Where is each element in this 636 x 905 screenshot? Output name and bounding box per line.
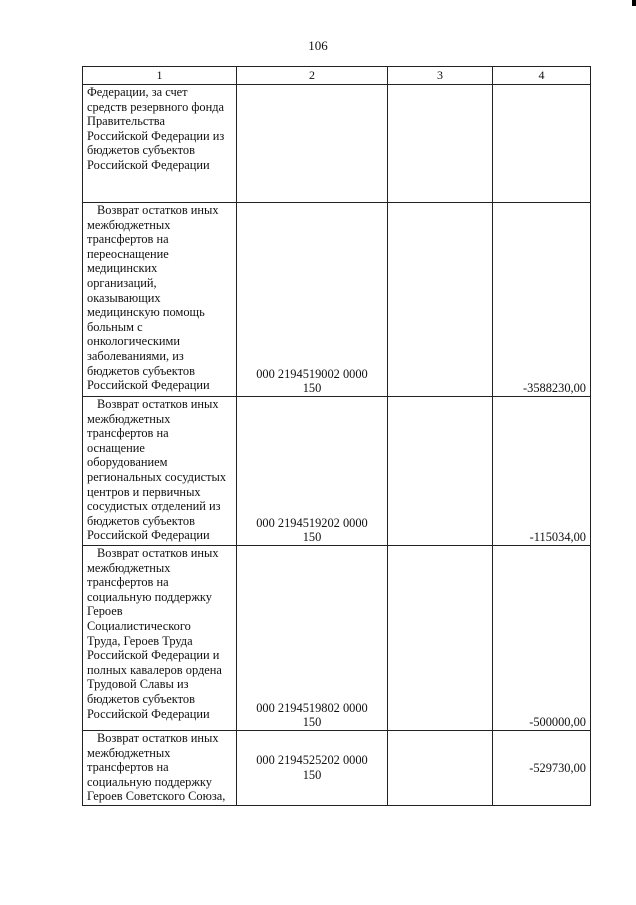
row-amount — [493, 85, 591, 203]
description-line: оснащение — [87, 440, 145, 455]
description-line: медицинских — [87, 261, 158, 276]
table-header-row — [83, 67, 591, 85]
column-header-2: 2 — [237, 67, 388, 85]
code-line: 150 — [302, 715, 322, 730]
row-code — [237, 203, 388, 397]
description-line: Социалистического — [87, 618, 191, 633]
description-line: межбюджетных — [87, 217, 171, 232]
scan-corner-mark — [632, 0, 636, 6]
description-line: оборудованием — [87, 455, 168, 470]
row-col3 — [388, 397, 493, 546]
description-line: центров и первичных — [87, 484, 201, 499]
row-description — [83, 397, 237, 546]
row-col3 — [388, 731, 493, 806]
description-line: Правительства — [87, 114, 165, 129]
description-line: организаций, — [87, 275, 157, 290]
description-line: Российской Федерации и — [87, 648, 220, 663]
table-row — [83, 546, 591, 731]
description-line: оказывающих — [87, 290, 161, 305]
code-line: 150 — [302, 381, 322, 396]
code-line: 000 2194519802 0000 — [256, 700, 368, 715]
description-line: полных кавалеров ордена — [87, 662, 222, 677]
row-col3 — [388, 203, 493, 397]
row-col3 — [388, 85, 493, 203]
row-description — [83, 731, 237, 806]
description-line: Российской Федерации — [87, 157, 210, 172]
column-header-3: 3 — [388, 67, 493, 85]
description-line: заболеваниями, из — [87, 348, 184, 363]
row-description — [83, 546, 237, 731]
description-line: региональных сосудистых — [87, 469, 227, 484]
row-code — [237, 85, 388, 203]
code-line: 000 2194525202 0000 — [256, 753, 368, 768]
row-description — [83, 203, 237, 397]
table-row — [83, 731, 591, 806]
description-line: Российской Федерации из — [87, 128, 225, 143]
description-line: Возврат остатков иных — [97, 546, 219, 560]
table-row — [83, 85, 591, 203]
row-description — [83, 85, 237, 203]
description-line: медицинскую помощь — [87, 305, 205, 320]
description-line: больным с — [87, 319, 143, 334]
code-line: 000 2194519002 0000 — [256, 366, 368, 381]
description-line: Героев — [87, 604, 123, 619]
budget-table — [82, 66, 591, 806]
row-code — [237, 731, 388, 806]
column-header-4: 4 — [493, 67, 591, 85]
description-line: бюджетов субъектов — [87, 513, 195, 528]
row-col3 — [388, 546, 493, 731]
code-line: 150 — [302, 768, 322, 782]
description-line: Героев Советского Союза, — [87, 789, 226, 804]
description-line: Возврат остатков иных — [97, 397, 219, 411]
description-line: трансфертов на — [87, 760, 169, 775]
description-line: средств резервного фонда — [87, 99, 225, 114]
description-line: сосудистых отделений из — [87, 499, 221, 514]
row-code — [237, 397, 388, 546]
description-line: межбюджетных — [87, 411, 171, 426]
description-line: трансфертов на — [87, 426, 169, 441]
description-line: Российской Федерации — [87, 528, 210, 543]
description-line: онкологическими — [87, 334, 181, 349]
description-line: Возврат остатков иных — [97, 731, 219, 745]
description-line: межбюджетных — [87, 560, 171, 575]
description-line: социальную поддержку — [87, 589, 212, 604]
table-row — [83, 397, 591, 546]
description-line: Российской Федерации — [87, 378, 210, 393]
description-line: социальную поддержку — [87, 774, 212, 789]
description-line: трансфертов на — [87, 232, 169, 247]
description-line: переоснащение — [87, 246, 169, 261]
description-line: Федерации, за счет — [87, 85, 188, 99]
page-number: 106 — [308, 38, 328, 53]
description-line: бюджетов субъектов — [87, 143, 195, 158]
row-amount: -115034,00 — [493, 397, 591, 546]
description-line: Труда, Героев Труда — [87, 633, 193, 648]
description-line: Трудовой Славы из — [87, 677, 189, 692]
code-line: 000 2194519202 0000 — [256, 515, 368, 530]
column-header-1: 1 — [83, 67, 237, 85]
description-line: трансфертов на — [87, 575, 169, 590]
description-line: бюджетов субъектов — [87, 691, 195, 706]
description-line: Российской Федерации — [87, 706, 210, 721]
row-amount: -3588230,00 — [493, 203, 591, 397]
row-amount: -500000,00 — [493, 546, 591, 731]
description-line: бюджетов субъектов — [87, 363, 195, 378]
table-row — [83, 203, 591, 397]
code-line: 150 — [302, 530, 322, 545]
row-code — [237, 546, 388, 731]
description-line: межбюджетных — [87, 745, 171, 760]
row-amount: -529730,00 — [493, 731, 591, 806]
description-line: Возврат остатков иных — [97, 203, 219, 217]
